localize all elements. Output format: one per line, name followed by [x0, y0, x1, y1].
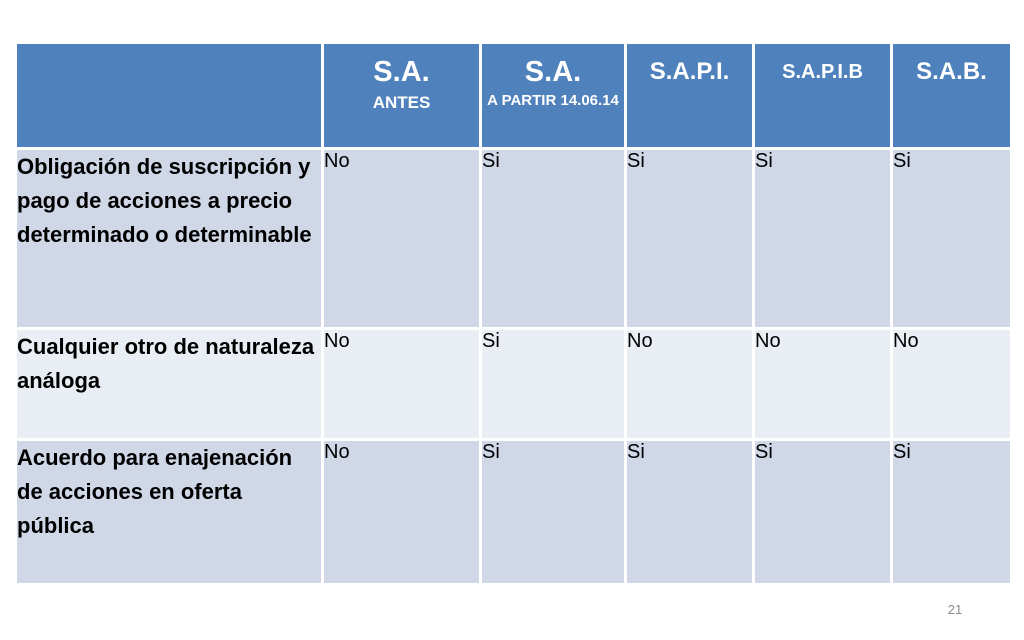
header-main: S.A.	[373, 56, 430, 88]
header-sapi	[626, 43, 754, 149]
table-row	[16, 440, 1012, 585]
row-label: Cualquier otro de naturaleza análoga	[16, 329, 323, 440]
table-cell: Si	[754, 149, 892, 329]
table-cell: No	[323, 329, 481, 440]
table-row	[16, 329, 1012, 440]
table-cell: No	[323, 149, 481, 329]
table-cell: Si	[626, 149, 754, 329]
table-cell: No	[892, 329, 1012, 440]
table-cell: No	[626, 329, 754, 440]
header-main: S.A.P.I.B	[782, 61, 863, 83]
header-sa-a-partir	[481, 43, 626, 149]
comparison-table	[14, 41, 1013, 586]
header-sub: ANTES	[372, 93, 431, 112]
table-cell: No	[754, 329, 892, 440]
table-cell: Si	[481, 329, 626, 440]
header-main: S.A.	[524, 56, 582, 88]
table-cell: Si	[481, 440, 626, 585]
header-sub: A PARTIR 14.06.14	[487, 92, 619, 109]
header-sab	[892, 43, 1012, 149]
row-label: Obligación de suscripción y pago de acciones a precio determinado o determinable	[16, 149, 323, 329]
header-empty	[16, 43, 323, 149]
table-row	[16, 149, 1012, 329]
table-cell: No	[323, 440, 481, 585]
row-label: Acuerdo para enajenación de acciones en oferta pública	[16, 440, 323, 585]
header-main: S.A.P.I.	[649, 58, 730, 85]
header-row	[16, 43, 1012, 149]
page-number: 21	[947, 602, 963, 617]
table-cell: Si	[754, 440, 892, 585]
table-cell: Si	[481, 149, 626, 329]
table-cell: Si	[626, 440, 754, 585]
header-sapib	[754, 43, 892, 149]
header-main: S.A.B.	[916, 58, 987, 85]
table-cell: Si	[892, 440, 1012, 585]
table-cell: Si	[892, 149, 1012, 329]
header-sa-antes	[323, 43, 481, 149]
